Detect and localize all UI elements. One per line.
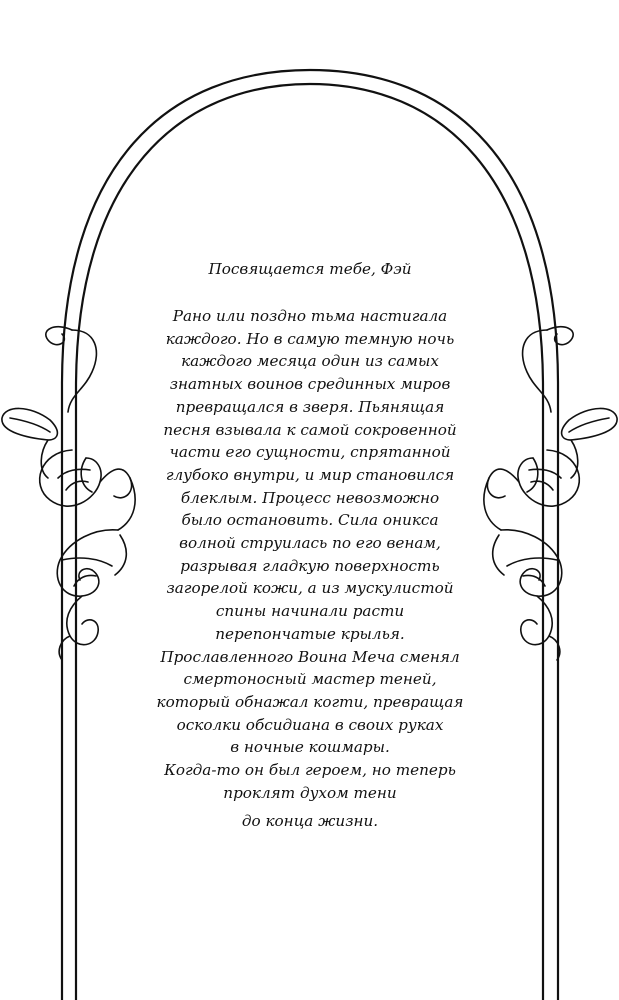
- poem-line: смертоносный мастер теней,: [183, 670, 437, 689]
- poem-line: Прославленного Воина Меча сменял: [160, 647, 460, 666]
- dedication-line: Посвящается тебе, Фэй: [208, 260, 412, 278]
- poem-line: который обнажал когти, превращая: [156, 692, 464, 711]
- poem-line: до конца жизни.: [241, 812, 379, 831]
- poem-line: осколки обсидиана в своих руках: [176, 715, 444, 734]
- poem-line: Когда-то он был героем, но теперь: [164, 761, 456, 780]
- poem-line: загорелой кожи, а из мускулистой: [166, 579, 454, 598]
- poem-line: блеклым. Процесс невозможно: [180, 488, 440, 507]
- poem-line: было остановить. Сила оникса: [181, 511, 439, 530]
- poem-line: части его сущности, спрятанной: [169, 443, 451, 462]
- poem-line: в ночные кошмары.: [230, 738, 390, 757]
- poem-line: Рано или поздно тьма настигала: [172, 307, 448, 325]
- poem-line: волной струилась по его венам,: [179, 534, 441, 553]
- poem-line: спины начинали расти: [215, 602, 405, 621]
- poem-line: проклят духом тени: [223, 783, 397, 802]
- poem-line: перепончатые крылья.: [215, 624, 405, 643]
- poem-line: каждого месяца один из самых: [181, 352, 439, 371]
- poem-line: глубоко внутри, и мир становился: [165, 465, 455, 484]
- poem-line: знатных воинов срединных миров: [169, 375, 451, 394]
- poem-line: разрывая гладкую поверхность: [180, 556, 440, 575]
- poem-line: каждого. Но в самую темную ночь: [165, 329, 455, 348]
- poem-line: превращался в зверя. Пьянящая: [175, 397, 445, 416]
- poem-line: песня взывала к самой сокровенной: [163, 420, 457, 439]
- poem-text: [110, 305, 510, 833]
